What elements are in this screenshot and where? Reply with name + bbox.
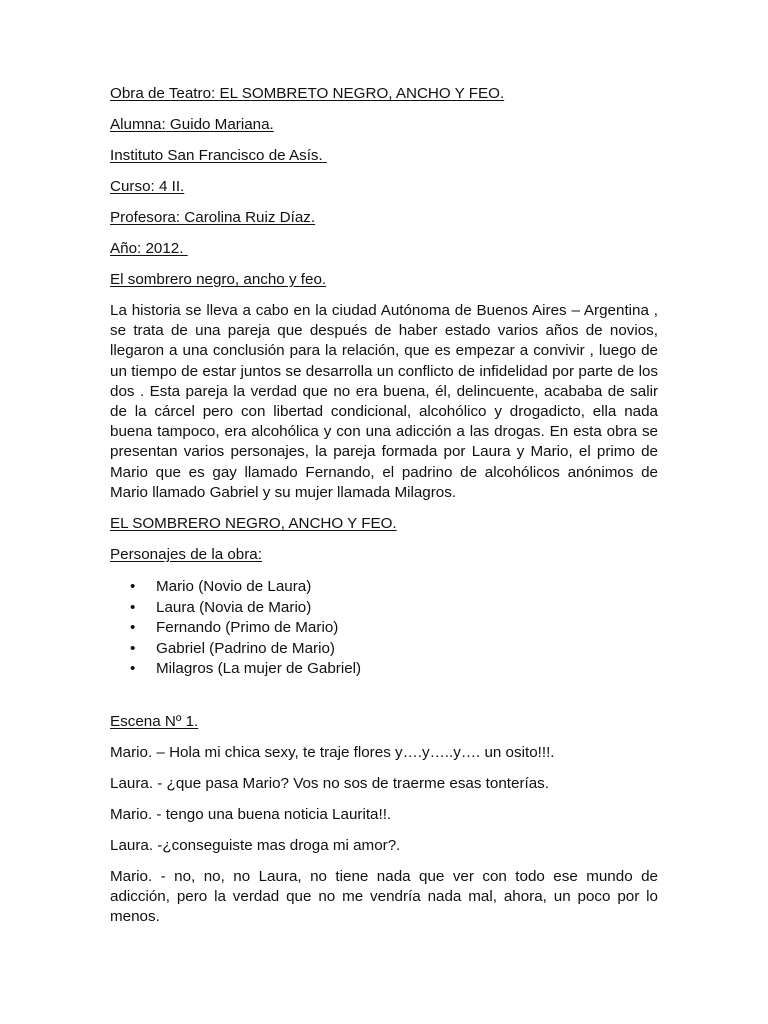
year-text: Año: 2012.	[110, 240, 184, 257]
synopsis-line: drogadicto, ella nada buena tampoco, era alcohólica y con una adicción a las	[110, 403, 658, 441]
dialogue-line: Laura. -¿conseguiste mas droga mi amor?.	[110, 837, 401, 854]
synopsis-line: drogas. En esta obra se presentan varios personajes, la pareja formada por	[110, 423, 658, 461]
institute-text: Instituto San Francisco de Asís.	[110, 147, 323, 164]
dialogue-line: Laura. - ¿que pasa Mario? Vos no sos de traerme esas tonterías.	[110, 775, 549, 792]
teacher-line: Profesora: Carolina Ruiz Díaz.	[110, 209, 316, 226]
synopsis-line: parte de los dos . Esta pareja la verdad que no era buena, él, delincuente,	[110, 362, 658, 400]
bullet-icon: •	[130, 619, 136, 637]
synopsis-line: luego de un tiempo de estar juntos se desarrolla un conflicto de infidelidad por	[110, 342, 658, 380]
synopsis-line: novios, llegaron a una conclusión para la relación, que es empezar a convivir ,	[110, 322, 658, 360]
synopsis-paragraph	[110, 301, 658, 503]
character-name: Milagros (La mujer de Gabriel)	[156, 660, 362, 678]
bullet-icon: •	[130, 578, 136, 596]
list-item	[110, 618, 658, 639]
character-name: Mario (Novio de Laura)	[156, 578, 312, 596]
scene-heading: Escena Nº 1.	[110, 713, 199, 730]
institute-line	[110, 146, 658, 166]
year-line	[110, 239, 658, 259]
course-line: Curso: 4 II.	[110, 178, 185, 195]
dialogue-line: Mario. - tengo una buena noticia Laurita!!.	[110, 806, 392, 823]
bullet-icon: •	[130, 660, 136, 678]
characters-title: EL SOMBRERO NEGRO, ANCHO Y FEO.	[110, 515, 397, 533]
student-line: Alumna: Guido Mariana.	[110, 116, 274, 133]
play-title-line: Obra de Teatro: EL SOMBRETO NEGRO, ANCHO Y FEO.	[110, 85, 505, 102]
year-underline-blank	[183, 240, 187, 257]
institute-underline-blank	[323, 146, 413, 166]
synopsis-line: acababa de salir de la cárcel pero con libertad condicional, alcohólico y	[110, 382, 659, 421]
characters-heading: Personajes de la obra:	[110, 546, 262, 564]
synopsis-heading: El sombrero negro, ancho y feo.	[110, 271, 327, 288]
characters-list	[110, 577, 658, 680]
document-page	[110, 84, 658, 939]
list-item	[110, 577, 658, 598]
synopsis-line: alcohólicos anónimos de Mario llamado Gabriel y su mujer llamada Milagros.	[110, 463, 658, 501]
dialogue-line: menos.	[110, 908, 160, 926]
list-item	[110, 598, 658, 619]
character-name: Fernando (Primo de Mario)	[156, 619, 339, 637]
character-name: Laura (Novia de Mario)	[156, 598, 312, 616]
character-name: Gabriel (Padrino de Mario)	[156, 639, 335, 657]
dialogue-line: Mario. – Hola mi chica sexy, te traje flores y….y…..y…. un osito!!!.	[110, 744, 555, 761]
bullet-icon: •	[130, 639, 136, 657]
dialogue-paragraph	[110, 867, 658, 928]
dialogue-line: Mario. - no, no, no Laura, no tiene nada que ver con todo ese mundo de	[110, 868, 658, 885]
synopsis-line: Argentina , se trata de una pareja que después de haber estado varios años de	[110, 302, 658, 340]
bullet-icon: •	[130, 598, 136, 616]
synopsis-line: Laura y Mario, el primo de Mario que es gay llamado Fernando, el padrino de	[110, 443, 658, 481]
list-item	[110, 639, 658, 660]
list-item	[110, 659, 658, 680]
dialogue-line: adicción, pero la verdad que no me vendría nada mal, ahora, un poco por lo	[110, 888, 658, 906]
synopsis-line: La historia se lleva a cabo en la ciudad Autónoma de Buenos Aires –	[110, 302, 580, 319]
